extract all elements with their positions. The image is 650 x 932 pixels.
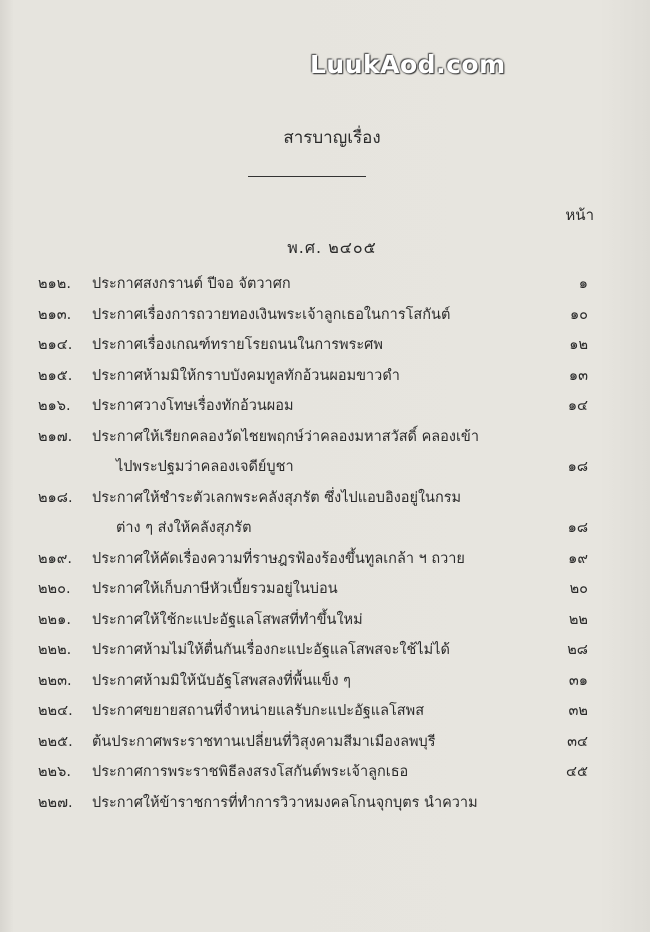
entry-number: ๒๒๒. [38,642,72,658]
entry-number: ๒๒๑. [38,611,71,628]
toc-entry [0,608,650,632]
entry-title: ประกาศเรื่องเกณฑ์ทรายโรยถนนในการพระศพ [92,337,383,353]
entry-title: ประกาศให้เรียกคลองวัดไชยพฤกษ์ว่าคลองมหาสวัสดิ์ คลองเข้า [92,428,479,445]
entry-title: ไปพระปฐมว่าคลองเจดีย์บูชา [116,459,294,475]
toc-entry [0,303,650,327]
toc-entry [0,272,650,296]
year-heading: พ.ศ. ๒๔๐๕ [287,238,377,257]
entry-page-number: ๓๔ [567,733,588,750]
entry-title: ประกาศให้ข้าราชการที่ทำการวิวาหมงคลโกนจุกบุตร นำความ [92,794,478,811]
entry-title: ประกาศห้ามมิให้นับอัฐโสพสลงที่พื้นแข็ง ๆ [92,672,351,689]
entry-page-number: ๑๘ [567,459,588,475]
entry-title: ประกาศเรื่องการถวายทองเงินพระเจ้าลูกเธอในการโสกันต์ [92,306,451,323]
toc-entry [0,638,650,662]
toc-entry [0,333,650,357]
entry-page-number: ๑ [578,276,588,292]
entry-title: ประกาศให้เก็บภาษีหัวเบี้ยรวมอยู่ในบ่อน [92,581,338,597]
toc-entry [0,791,650,815]
entry-number: ๒๑๙. [38,550,72,567]
toc-entry [0,364,650,388]
entry-page-number: ๑๒ [569,337,588,353]
toc-entry-continuation [0,516,650,540]
entry-title: ประกาศให้ชำระตัวเลกพระคลังสุภรัต ซึ่งไปแอบอิงอยู่ในกรม [92,489,462,506]
entry-number: ๒๑๒. [38,276,71,292]
entry-title: ประกาศวางโทษเรื่องทักอ้วนผอม [92,398,294,414]
entry-title: ต้นประกาศพระราชทานเปลี่ยนที่วิสุงคามสีมาเมืองลพบุรี [92,733,436,750]
toc-entry [0,486,650,510]
entry-page-number: ๒๐ [569,581,588,597]
entry-title: ประกาศห้ามมิให้กราบบังคมทูลทักอ้วนผอมขาวดำ [92,367,400,384]
entry-number: ๒๒๗. [38,794,73,811]
watermark: LuukAod.com [310,50,506,79]
toc-entry [0,760,650,784]
entry-page-number: ๑๘ [567,520,588,536]
entry-title: ประกาศให้คัดเรื่องความที่ราษฎรฟ้องร้องขึ้นทูลเกล้า ฯ ถวาย [92,550,465,567]
entry-page-number: ๒๒ [568,611,588,628]
toc-entry [0,669,650,693]
entry-title: ประกาศห้ามไม่ให้ตื่นกันเรื่องกะแปะอัฐแลโสพสจะใช้ไม่ได้ [92,642,450,658]
entry-page-number: ๓๑ [568,672,588,689]
entry-number: ๒๒๔. [38,703,73,719]
entry-number: ๒๒๖. [38,764,71,780]
entry-title: ประกาศให้ใช้กะแปะอัฐแลโสพสที่ทำขึ้นใหม่ [92,611,363,628]
toc-entry [0,547,650,571]
toc-entry [0,699,650,723]
entry-number: ๒๒๐. [38,581,71,597]
page-title: สารบาญเรื่อง [283,128,381,148]
entry-number: ๒๑๖. [38,398,71,414]
toc-entry-continuation [0,455,650,479]
entry-page-number: ๔๕ [566,764,588,780]
entry-number: ๒๑๗. [38,428,73,445]
entry-page-number: ๒๘ [567,642,588,658]
entry-number: ๒๑๓. [38,306,72,323]
title-divider [248,176,366,177]
entry-title: ประกาศขยายสถานที่จำหน่ายแลรับกะแปะอัฐแลโสพส [92,703,425,719]
toc-entry [0,425,650,449]
entry-title: ประกาศการพระราชพิธีลงสรงโสกันต์พระเจ้าลูกเธอ [92,764,409,780]
entry-page-number: ๑๔ [567,398,588,414]
entry-page-number: ๓๒ [568,703,588,719]
toc-entry [0,577,650,601]
entry-page-number: ๑๓ [568,367,588,384]
entry-page-number: ๑๐ [569,306,588,323]
toc-entry [0,394,650,418]
entry-number: ๒๒๓. [38,672,72,689]
entry-title: ต่าง ๆ ส่งให้คลังสุภรัต [116,520,252,536]
toc-entry [0,730,650,754]
entry-number: ๒๑๔. [38,337,73,353]
page-column-label: หน้า [565,206,594,224]
entry-page-number: ๑๙ [568,550,588,567]
entry-number: ๒๑๕. [38,367,73,384]
entry-title: ประกาศสงกรานต์ ปีจอ จัตวาศก [92,276,291,292]
entry-number: ๒๒๕. [38,733,73,750]
entry-number: ๒๑๘. [38,489,73,506]
